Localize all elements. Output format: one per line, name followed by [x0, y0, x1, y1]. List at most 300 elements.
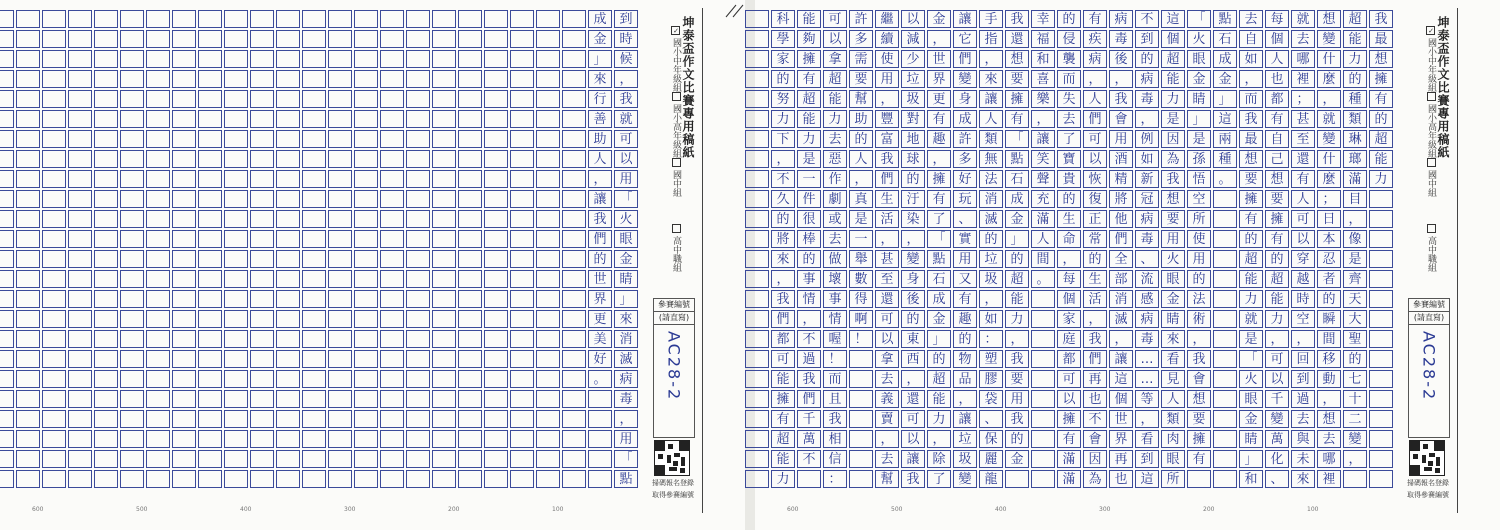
handwritten-character: 做 [828, 252, 842, 267]
handwritten-character: 更 [593, 312, 607, 327]
handwritten-character: 能 [1348, 32, 1362, 47]
grid-cell [1369, 250, 1393, 268]
grid-cell [745, 290, 769, 308]
grid-cell [484, 130, 508, 148]
grid-cell [198, 310, 222, 328]
handwritten-character: 可 [1296, 212, 1310, 227]
grid-cell [16, 310, 40, 328]
handwritten-character: 我 [802, 372, 816, 387]
grid-cell [94, 50, 118, 68]
handwritten-character: 想 [1374, 52, 1388, 67]
grid-cell [302, 410, 326, 428]
handwritten-character: 什 [1322, 52, 1336, 67]
grid-cell [562, 30, 586, 48]
grid-cell [276, 430, 300, 448]
handwritten-character: 許 [958, 132, 972, 147]
handwritten-character: 眼 [1166, 272, 1180, 287]
grid-cell [120, 310, 144, 328]
grid-cell [536, 310, 560, 328]
grid-cell [536, 170, 560, 188]
handwritten-character: 件 [802, 192, 816, 207]
handwritten-character: 每 [1062, 272, 1076, 287]
handwritten-character: 去 [1296, 32, 1310, 47]
handwritten-character: 的 [1348, 352, 1362, 367]
handwritten-character: 、 [1140, 252, 1154, 267]
handwritten-character: 成 [1218, 52, 1232, 67]
handwritten-character: 想 [1322, 412, 1336, 427]
grid-cell [42, 150, 66, 168]
handwritten-character: 的 [802, 252, 816, 267]
grid-cell [406, 350, 430, 368]
grid-cell [16, 350, 40, 368]
grid-cell [354, 50, 378, 68]
category-option [670, 158, 683, 197]
handwritten-character: 了 [932, 472, 946, 487]
grid-cell [198, 30, 222, 48]
handwritten-character: 點 [1010, 152, 1024, 167]
grid-cell [276, 390, 300, 408]
grid-cell [458, 330, 482, 348]
grid-cell [224, 110, 248, 128]
grid-cell [536, 470, 560, 488]
grid-cell [94, 150, 118, 168]
grid-cell [562, 150, 586, 168]
handwritten-character: 越 [1296, 272, 1310, 287]
grid-cell [172, 170, 196, 188]
grid-cell [510, 130, 534, 148]
grid-cell [432, 110, 456, 128]
handwritten-character: 滅 [984, 212, 998, 227]
handwritten-character: 垃 [958, 432, 972, 447]
grid-cell [328, 90, 352, 108]
handwritten-character: 哪 [1296, 52, 1310, 67]
grid-cell [198, 350, 222, 368]
handwritten-character: ； [1322, 192, 1336, 207]
handwritten-character: ， [593, 172, 607, 187]
handwritten-character: ！ [828, 352, 842, 367]
grid-cell [380, 210, 404, 228]
handwritten-character: 為 [1166, 152, 1180, 167]
handwritten-character: 力 [776, 112, 790, 127]
entry-number-box [1408, 298, 1450, 458]
grid-cell [172, 250, 196, 268]
grid-cell [1031, 330, 1055, 348]
handwritten-character: 聲 [1036, 172, 1050, 187]
handwritten-character: 了 [1062, 132, 1076, 147]
handwritten-character: 有 [932, 112, 946, 127]
handwritten-character: 們 [880, 172, 894, 187]
grid-cell [510, 450, 534, 468]
grid-cell [510, 390, 534, 408]
handwritten-character: 身 [958, 92, 972, 107]
grid-cell [198, 130, 222, 148]
handwritten-character: ， [880, 92, 894, 107]
handwritten-character: 到 [1140, 32, 1154, 47]
grid-cell [406, 170, 430, 188]
grid-cell [198, 390, 222, 408]
handwritten-character: 「 [619, 192, 633, 207]
grid-cell [224, 50, 248, 68]
handwritten-character: 超 [932, 372, 946, 387]
grid-cell [0, 470, 14, 488]
handwritten-character: 我 [1010, 412, 1024, 427]
grid-cell [302, 150, 326, 168]
handwritten-character: 很 [802, 212, 816, 227]
handwritten-character: 甚 [1296, 112, 1310, 127]
handwritten-character: 家 [776, 52, 790, 67]
grid-cell [0, 270, 14, 288]
handwritten-character: 。 [1036, 272, 1050, 287]
grid-cell [1213, 230, 1237, 248]
handwritten-character: 擁 [1010, 92, 1024, 107]
grid-cell [120, 370, 144, 388]
handwritten-character: 塑 [984, 352, 998, 367]
handwritten-character: ， [619, 412, 633, 427]
grid-cell [562, 190, 586, 208]
handwritten-character: 能 [1166, 72, 1180, 87]
grid-cell [0, 450, 14, 468]
grid-cell [250, 310, 274, 328]
grid-cell [745, 170, 769, 188]
handwritten-character: 孫 [1192, 152, 1206, 167]
grid-cell [1031, 350, 1055, 368]
grid-cell [172, 470, 196, 488]
count-marker: 200 [448, 506, 460, 513]
handwritten-character: 毒 [1114, 32, 1128, 47]
handwritten-character: 消 [1114, 292, 1128, 307]
handwritten-character: ， [1348, 452, 1362, 467]
grid-cell [745, 90, 769, 108]
handwritten-character: 因 [1166, 132, 1180, 147]
grid-cell [276, 350, 300, 368]
grid-cell [276, 10, 300, 28]
handwritten-character: 擁 [1192, 432, 1206, 447]
handwritten-character: 想 [1010, 52, 1024, 67]
handwritten-character: 除 [932, 452, 946, 467]
grid-cell [172, 390, 196, 408]
grid-cell [328, 350, 352, 368]
grid-cell [0, 190, 14, 208]
handwritten-character: 睛 [1166, 312, 1180, 327]
grid-cell [1369, 310, 1393, 328]
grid-cell [536, 390, 560, 408]
grid-cell [42, 210, 66, 228]
handwritten-character: ： [828, 472, 842, 487]
handwritten-character: 人 [1036, 232, 1050, 247]
grid-cell [536, 270, 560, 288]
handwritten-character: 可 [1270, 352, 1284, 367]
handwritten-character: 界 [932, 72, 946, 87]
grid-cell [250, 90, 274, 108]
handwritten-character: 繼 [880, 12, 894, 27]
handwritten-character: 的 [776, 72, 790, 87]
grid-cell [250, 130, 274, 148]
grid-cell [354, 110, 378, 128]
grid-cell [484, 470, 508, 488]
grid-cell [224, 90, 248, 108]
handwritten-character: 二 [1348, 412, 1362, 427]
handwritten-character: 到 [619, 12, 633, 27]
handwritten-character: 個 [1270, 32, 1284, 47]
handwritten-character: 所 [1166, 472, 1180, 487]
handwritten-character: 復 [1088, 192, 1102, 207]
handwritten-character: 我 [1374, 12, 1388, 27]
handwritten-character: 的 [1010, 432, 1024, 447]
grid-cell [276, 470, 300, 488]
grid-cell [458, 210, 482, 228]
grid-cell [745, 250, 769, 268]
grid-cell [94, 430, 118, 448]
grid-cell [120, 270, 144, 288]
handwritten-character: 情 [828, 312, 842, 327]
grid-cell [458, 430, 482, 448]
handwritten-character: 有 [1270, 232, 1284, 247]
handwritten-character: 笑 [1036, 152, 1050, 167]
grid-cell [562, 310, 586, 328]
handwritten-character: 這 [1114, 372, 1128, 387]
grid-cell [68, 350, 92, 368]
handwritten-character: ， [958, 392, 972, 407]
grid-cell [172, 30, 196, 48]
grid-cell [172, 50, 196, 68]
grid-cell [380, 170, 404, 188]
handwritten-character: 善 [593, 112, 607, 127]
grid-cell [120, 150, 144, 168]
grid-cell [380, 270, 404, 288]
category-label: 國小高年級組 [671, 104, 681, 158]
qr-caption: 取得參賽編號 [1407, 491, 1449, 499]
grid-cell [68, 450, 92, 468]
grid-cell [458, 10, 482, 28]
handwritten-character: 而 [1244, 92, 1258, 107]
grid-cell [0, 430, 14, 448]
handwritten-character: 信 [828, 452, 842, 467]
grid-cell [16, 430, 40, 448]
grid-cell [484, 190, 508, 208]
grid-cell [484, 150, 508, 168]
handwritten-character: 滿 [1036, 212, 1050, 227]
grid-cell [380, 410, 404, 428]
handwritten-character: 能 [828, 92, 842, 107]
handwritten-character: ， [1114, 332, 1128, 347]
handwritten-character: 所 [1192, 212, 1206, 227]
grid-cell [536, 150, 560, 168]
grid-cell [146, 250, 170, 268]
grid-cell [406, 90, 430, 108]
handwritten-character: 的 [1270, 252, 1284, 267]
handwritten-character: … [1140, 352, 1154, 367]
handwritten-character: 不 [802, 452, 816, 467]
handwritten-character: 這 [1166, 12, 1180, 27]
handwritten-character: 想 [1244, 152, 1258, 167]
handwritten-character: 酒 [1114, 152, 1128, 167]
grid-cell [1369, 470, 1393, 488]
grid-cell [68, 110, 92, 128]
handwritten-character: 個 [1114, 392, 1128, 407]
category-label: 國小中年級組 [671, 38, 681, 92]
handwritten-character: 滅 [1114, 312, 1128, 327]
handwritten-character: 世 [593, 272, 607, 287]
grid-cell [42, 10, 66, 28]
grid-cell [198, 330, 222, 348]
grid-cell [354, 230, 378, 248]
grid-cell [354, 10, 378, 28]
grid-cell [172, 150, 196, 168]
handwritten-character: 美 [593, 332, 607, 347]
grid-cell [458, 70, 482, 88]
handwritten-character: ， [619, 72, 633, 87]
grid-cell [120, 410, 144, 428]
grid-cell [224, 150, 248, 168]
handwritten-character: ， [1270, 332, 1284, 347]
grid-cell [16, 410, 40, 428]
handwritten-character: 以 [1296, 232, 1310, 247]
grid-cell [0, 70, 14, 88]
handwritten-character: 還 [906, 392, 920, 407]
grid-cell [0, 50, 14, 68]
handwritten-character: 疾 [1088, 32, 1102, 47]
grid-cell [172, 210, 196, 228]
grid-cell [536, 190, 560, 208]
checkbox-icon [1427, 158, 1436, 167]
handwritten-character: 」 [1010, 232, 1024, 247]
handwritten-character: 種 [1348, 92, 1362, 107]
handwritten-character: 去 [880, 452, 894, 467]
grid-cell [146, 90, 170, 108]
handwritten-character: 」 [1192, 112, 1206, 127]
grid-cell [458, 190, 482, 208]
handwritten-character: 人 [1270, 52, 1284, 67]
grid-cell [198, 450, 222, 468]
grid-cell [745, 10, 769, 28]
grid-cell [250, 470, 274, 488]
handwritten-character: 火 [619, 212, 633, 227]
handwritten-character: 去 [828, 232, 842, 247]
grid-cell [0, 150, 14, 168]
handwritten-character: 活 [1088, 292, 1102, 307]
grid-cell [16, 470, 40, 488]
handwritten-character: 的 [776, 212, 790, 227]
grid-cell [562, 70, 586, 88]
grid-cell [198, 70, 222, 88]
handwritten-character: 有 [1296, 172, 1310, 187]
handwritten-character: 後 [906, 292, 920, 307]
grid-cell [250, 50, 274, 68]
handwritten-character: 石 [932, 272, 946, 287]
handwritten-character: 超 [1374, 132, 1388, 147]
handwritten-character: 萬 [802, 432, 816, 447]
handwritten-character: 想 [1322, 12, 1336, 27]
grid-cell [120, 130, 144, 148]
grid-cell [172, 10, 196, 28]
grid-cell [42, 450, 66, 468]
handwritten-character: 見 [1166, 372, 1180, 387]
handwritten-character: 法 [1192, 292, 1206, 307]
grid-cell [16, 290, 40, 308]
grid-cell [328, 230, 352, 248]
handwritten-character: 的 [932, 352, 946, 367]
grid-cell [536, 110, 560, 128]
handwritten-character: 千 [802, 412, 816, 427]
handwritten-character: 想 [1166, 192, 1180, 207]
handwritten-character: 力 [828, 112, 842, 127]
handwritten-character: 作 [828, 172, 842, 187]
grid-cell [745, 430, 769, 448]
grid-cell [328, 170, 352, 188]
grid-cell [94, 230, 118, 248]
handwritten-character: 再 [1088, 372, 1102, 387]
grid-cell [120, 10, 144, 28]
grid-cell [562, 90, 586, 108]
entry-number-field [1408, 324, 1450, 438]
handwritten-character: 有 [1374, 92, 1388, 107]
handwritten-character: 擁 [776, 392, 790, 407]
grid-cell [432, 210, 456, 228]
grid-cell [276, 450, 300, 468]
grid-cell [432, 30, 456, 48]
handwritten-character: 有 [1062, 432, 1076, 447]
handwritten-character: 他 [1114, 212, 1128, 227]
grid-cell [42, 430, 66, 448]
grid-cell [42, 90, 66, 108]
grid-cell [745, 270, 769, 288]
grid-cell [198, 470, 222, 488]
handwritten-character: 貴 [1062, 172, 1076, 187]
handwritten-character: 賣 [880, 412, 894, 427]
handwritten-character: 未 [1296, 452, 1310, 467]
grid-cell [302, 230, 326, 248]
grid-cell [172, 310, 196, 328]
handwritten-character: 讓 [958, 12, 972, 27]
category-option [670, 92, 683, 158]
handwritten-character: 能 [776, 372, 790, 387]
handwritten-character: 力 [1166, 92, 1180, 107]
grid-cell [198, 90, 222, 108]
handwritten-character: 日 [1322, 212, 1336, 227]
handwritten-character: 也 [1270, 72, 1284, 87]
handwritten-character: ， [1036, 112, 1050, 127]
grid-cell [745, 470, 769, 488]
handwritten-character: 類 [984, 132, 998, 147]
grid-cell [68, 330, 92, 348]
handwritten-character: 力 [932, 412, 946, 427]
handwritten-character: 得 [854, 292, 868, 307]
handwritten-character: 世 [1114, 412, 1128, 427]
grid-cell [536, 30, 560, 48]
grid-cell [94, 30, 118, 48]
handwritten-character: 讓 [958, 412, 972, 427]
handwritten-character: 病 [1140, 212, 1154, 227]
handwritten-character: 襲 [1062, 52, 1076, 67]
grid-cell [276, 290, 300, 308]
handwritten-character: ， [1140, 412, 1154, 427]
grid-cell [406, 470, 430, 488]
grid-cell [484, 250, 508, 268]
handwritten-character: 們 [593, 232, 607, 247]
grid-cell [562, 290, 586, 308]
grid-cell [745, 30, 769, 48]
grid-cell [328, 370, 352, 388]
handwritten-character: 庭 [1062, 332, 1076, 347]
grid-cell [458, 30, 482, 48]
handwritten-character: 大 [1348, 312, 1362, 327]
entry-number-value: AC28-2 [664, 331, 684, 402]
handwritten-character: 就 [1244, 312, 1258, 327]
grid-cell [302, 250, 326, 268]
handwritten-character: 。 [1218, 172, 1232, 187]
handwritten-character: 能 [1374, 152, 1388, 167]
grid-cell [1213, 430, 1237, 448]
